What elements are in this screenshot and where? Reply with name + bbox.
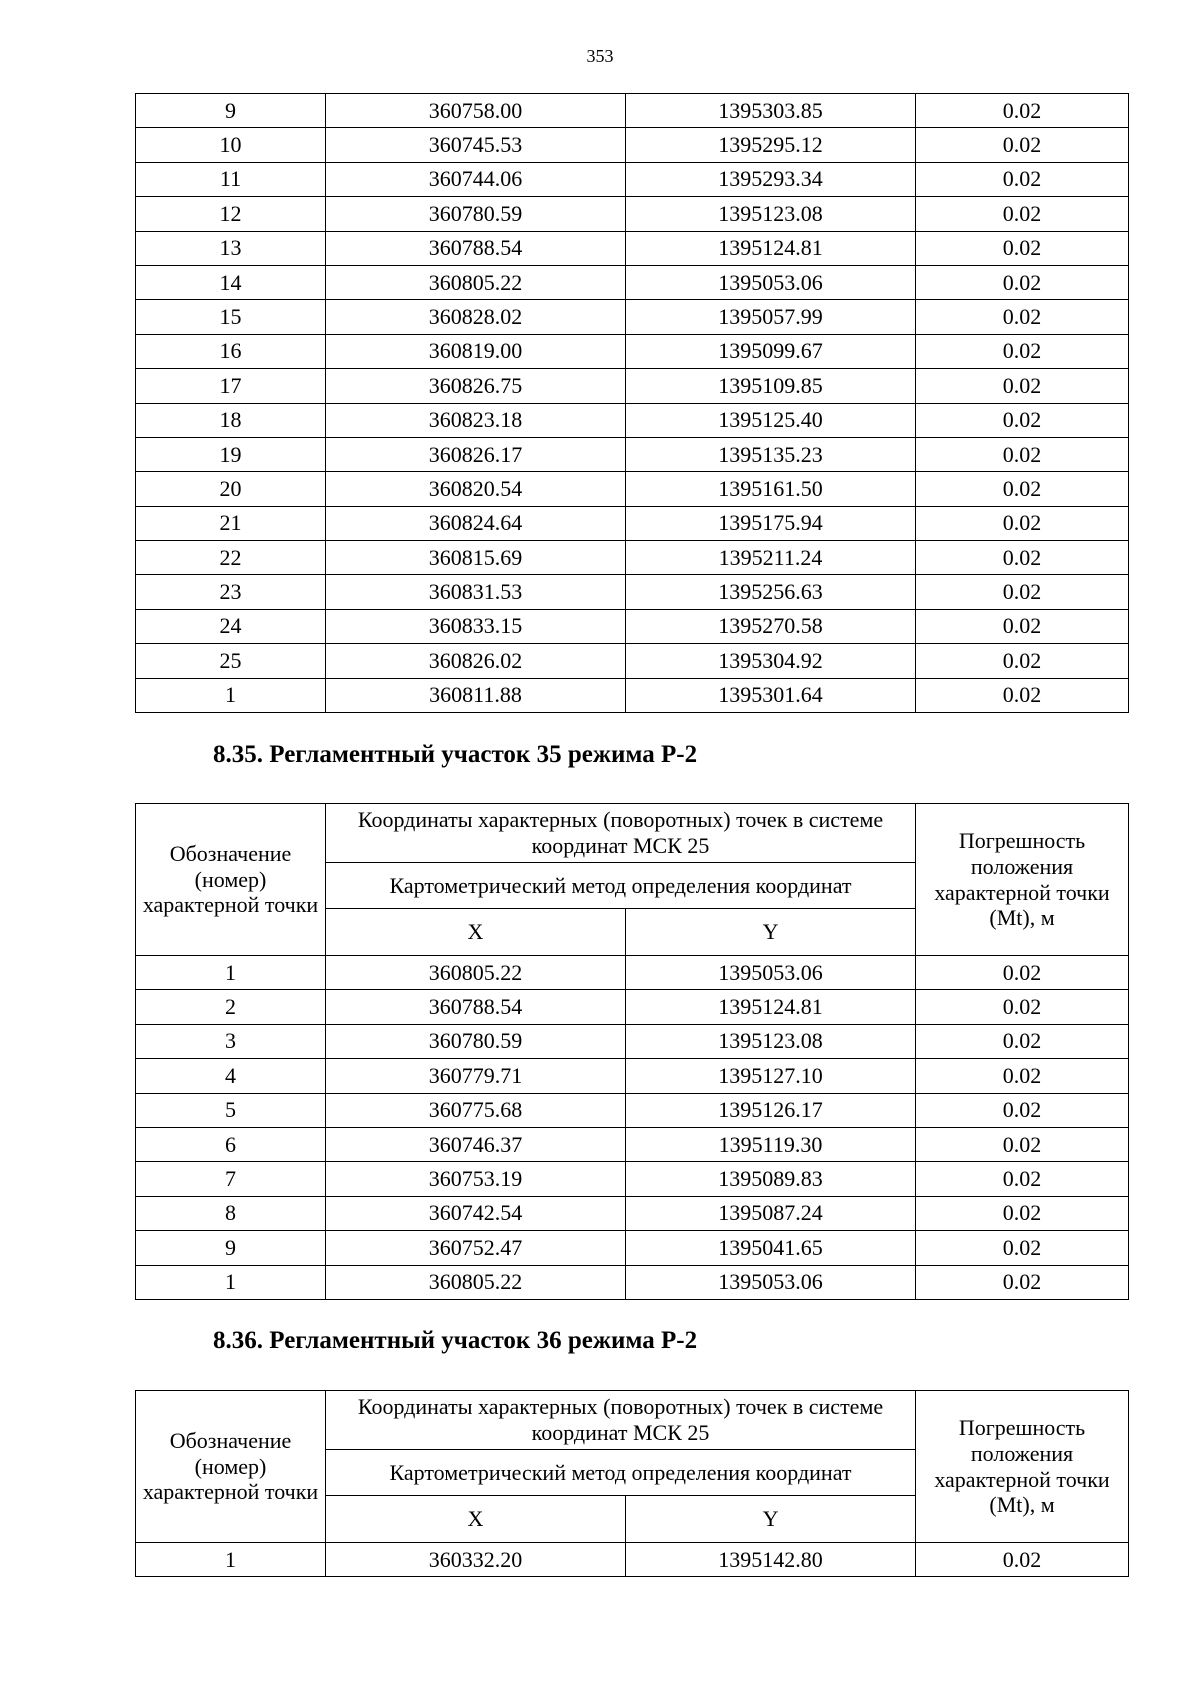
point-number-cell: 12 [136, 197, 326, 231]
point-number-cell: 1 [136, 1543, 326, 1577]
x-coordinate-cell: 360826.75 [326, 369, 626, 403]
error-cell: 0.02 [916, 1196, 1129, 1230]
point-number-cell: 1 [136, 678, 326, 712]
error-cell: 0.02 [916, 472, 1129, 506]
point-number-cell: 13 [136, 231, 326, 265]
coordinates-table-continued [135, 93, 1129, 713]
error-cell: 0.02 [916, 403, 1129, 437]
y-coordinate-cell: 1395087.24 [626, 1196, 916, 1230]
y-coordinate-cell: 1395256.63 [626, 575, 916, 609]
y-coordinate-cell: 1395142.80 [626, 1543, 916, 1577]
table-row [136, 1093, 1129, 1127]
y-coordinate-cell: 1395053.06 [626, 265, 916, 299]
error-cell: 0.02 [916, 1543, 1129, 1577]
header-method: Картометрический метод определения координат [326, 863, 916, 909]
point-number-cell: 2 [136, 990, 326, 1024]
x-coordinate-cell: 360824.64 [326, 506, 626, 540]
y-coordinate-cell: 1395124.81 [626, 990, 916, 1024]
error-cell: 0.02 [916, 94, 1129, 128]
table-row [136, 265, 1129, 299]
y-coordinate-cell: 1395099.67 [626, 334, 916, 368]
error-cell: 0.02 [916, 506, 1129, 540]
point-number-cell: 4 [136, 1059, 326, 1093]
error-cell: 0.02 [916, 678, 1129, 712]
point-number-cell: 14 [136, 265, 326, 299]
error-cell: 0.02 [916, 334, 1129, 368]
table-row [136, 990, 1129, 1024]
header-x: X [326, 1496, 626, 1543]
y-coordinate-cell: 1395270.58 [626, 609, 916, 643]
point-number-cell: 10 [136, 128, 326, 162]
header-method: Картометрический метод определения координат [326, 1450, 916, 1496]
error-cell: 0.02 [916, 128, 1129, 162]
error-cell: 0.02 [916, 541, 1129, 575]
point-number-cell: 15 [136, 300, 326, 334]
point-number-cell: 23 [136, 575, 326, 609]
y-coordinate-cell: 1395124.81 [626, 231, 916, 265]
table-row [136, 956, 1129, 990]
x-coordinate-cell: 360823.18 [326, 403, 626, 437]
error-cell: 0.02 [916, 1231, 1129, 1265]
y-coordinate-cell: 1395293.34 [626, 162, 916, 196]
error-cell: 0.02 [916, 956, 1129, 990]
y-coordinate-cell: 1395125.40 [626, 403, 916, 437]
header-error: Погрешность положения характерной точки (Mt), м [916, 804, 1129, 956]
y-coordinate-cell: 1395123.08 [626, 197, 916, 231]
y-coordinate-cell: 1395109.85 [626, 369, 916, 403]
point-number-cell: 24 [136, 609, 326, 643]
y-coordinate-cell: 1395041.65 [626, 1231, 916, 1265]
error-cell: 0.02 [916, 990, 1129, 1024]
x-coordinate-cell: 360805.22 [326, 265, 626, 299]
error-cell: 0.02 [916, 575, 1129, 609]
header-point: Обозначение (номер) характерной точки [136, 1391, 326, 1543]
y-coordinate-cell: 1395211.24 [626, 541, 916, 575]
error-cell: 0.02 [916, 369, 1129, 403]
x-coordinate-cell: 360805.22 [326, 1265, 626, 1299]
x-coordinate-cell: 360788.54 [326, 990, 626, 1024]
table-row [136, 162, 1129, 196]
y-coordinate-cell: 1395304.92 [626, 644, 916, 678]
table-row [136, 678, 1129, 712]
section-heading-36: 8.36. Регламентный участок 36 режима Р-2 [213, 1327, 698, 1354]
point-number-cell: 1 [136, 1265, 326, 1299]
table-row [136, 472, 1129, 506]
x-coordinate-cell: 360752.47 [326, 1231, 626, 1265]
table-row [136, 609, 1129, 643]
coordinates-table-35 [135, 803, 1129, 1300]
error-cell: 0.02 [916, 1059, 1129, 1093]
table-row [136, 231, 1129, 265]
point-number-cell: 5 [136, 1093, 326, 1127]
y-coordinate-cell: 1395126.17 [626, 1093, 916, 1127]
error-cell: 0.02 [916, 437, 1129, 471]
x-coordinate-cell: 360742.54 [326, 1196, 626, 1230]
table-row [136, 197, 1129, 231]
point-number-cell: 9 [136, 1231, 326, 1265]
x-coordinate-cell: 360819.00 [326, 334, 626, 368]
table-row [136, 541, 1129, 575]
x-coordinate-cell: 360780.59 [326, 197, 626, 231]
point-number-cell: 11 [136, 162, 326, 196]
header-x: X [326, 909, 626, 956]
x-coordinate-cell: 360332.20 [326, 1543, 626, 1577]
x-coordinate-cell: 360744.06 [326, 162, 626, 196]
point-number-cell: 18 [136, 403, 326, 437]
y-coordinate-cell: 1395057.99 [626, 300, 916, 334]
table-row [136, 437, 1129, 471]
table-row [136, 1162, 1129, 1196]
x-coordinate-cell: 360779.71 [326, 1059, 626, 1093]
header-y: Y [626, 1496, 916, 1543]
header-error: Погрешность положения характерной точки (Mt), м [916, 1391, 1129, 1543]
error-cell: 0.02 [916, 1265, 1129, 1299]
point-number-cell: 25 [136, 644, 326, 678]
header-coordinates: Координаты характерных (поворотных) точек в системе координат МСК 25 [326, 1391, 916, 1450]
section-heading-35: 8.35. Регламентный участок 35 режима Р-2 [213, 741, 698, 768]
y-coordinate-cell: 1395175.94 [626, 506, 916, 540]
table-row [136, 334, 1129, 368]
point-number-cell: 19 [136, 437, 326, 471]
x-coordinate-cell: 360828.02 [326, 300, 626, 334]
point-number-cell: 22 [136, 541, 326, 575]
error-cell: 0.02 [916, 1162, 1129, 1196]
error-cell: 0.02 [916, 609, 1129, 643]
table-row [136, 1265, 1129, 1299]
table-row [136, 369, 1129, 403]
error-cell: 0.02 [916, 265, 1129, 299]
point-number-cell: 17 [136, 369, 326, 403]
table-row [136, 1231, 1129, 1265]
page-number: 353 [586, 46, 614, 66]
y-coordinate-cell: 1395053.06 [626, 956, 916, 990]
table-row [136, 1196, 1129, 1230]
x-coordinate-cell: 360753.19 [326, 1162, 626, 1196]
coordinates-table-36 [135, 1390, 1129, 1577]
point-number-cell: 16 [136, 334, 326, 368]
x-coordinate-cell: 360745.53 [326, 128, 626, 162]
y-coordinate-cell: 1395089.83 [626, 1162, 916, 1196]
table-row [136, 575, 1129, 609]
error-cell: 0.02 [916, 1093, 1129, 1127]
point-number-cell: 8 [136, 1196, 326, 1230]
x-coordinate-cell: 360831.53 [326, 575, 626, 609]
table-row [136, 128, 1129, 162]
header-point: Обозначение (номер) характерной точки [136, 804, 326, 956]
x-coordinate-cell: 360746.37 [326, 1127, 626, 1161]
x-coordinate-cell: 360826.02 [326, 644, 626, 678]
error-cell: 0.02 [916, 1024, 1129, 1058]
x-coordinate-cell: 360815.69 [326, 541, 626, 575]
table-row [136, 506, 1129, 540]
y-coordinate-cell: 1395135.23 [626, 437, 916, 471]
header-coordinates: Координаты характерных (поворотных) точек в системе координат МСК 25 [326, 804, 916, 863]
point-number-cell: 3 [136, 1024, 326, 1058]
y-coordinate-cell: 1395119.30 [626, 1127, 916, 1161]
table-row [136, 403, 1129, 437]
x-coordinate-cell: 360833.15 [326, 609, 626, 643]
y-coordinate-cell: 1395123.08 [626, 1024, 916, 1058]
point-number-cell: 9 [136, 94, 326, 128]
x-coordinate-cell: 360805.22 [326, 956, 626, 990]
point-number-cell: 6 [136, 1127, 326, 1161]
x-coordinate-cell: 360820.54 [326, 472, 626, 506]
point-number-cell: 21 [136, 506, 326, 540]
y-coordinate-cell: 1395053.06 [626, 1265, 916, 1299]
x-coordinate-cell: 360826.17 [326, 437, 626, 471]
point-number-cell: 7 [136, 1162, 326, 1196]
y-coordinate-cell: 1395295.12 [626, 128, 916, 162]
x-coordinate-cell: 360775.68 [326, 1093, 626, 1127]
y-coordinate-cell: 1395301.64 [626, 678, 916, 712]
table-row [136, 1543, 1129, 1577]
x-coordinate-cell: 360788.54 [326, 231, 626, 265]
y-coordinate-cell: 1395127.10 [626, 1059, 916, 1093]
table-row [136, 300, 1129, 334]
y-coordinate-cell: 1395161.50 [626, 472, 916, 506]
table-row [136, 1127, 1129, 1161]
x-coordinate-cell: 360758.00 [326, 94, 626, 128]
point-number-cell: 20 [136, 472, 326, 506]
table-row [136, 644, 1129, 678]
error-cell: 0.02 [916, 644, 1129, 678]
error-cell: 0.02 [916, 300, 1129, 334]
y-coordinate-cell: 1395303.85 [626, 94, 916, 128]
point-number-cell: 1 [136, 956, 326, 990]
table-row [136, 1024, 1129, 1058]
x-coordinate-cell: 360811.88 [326, 678, 626, 712]
error-cell: 0.02 [916, 197, 1129, 231]
x-coordinate-cell: 360780.59 [326, 1024, 626, 1058]
error-cell: 0.02 [916, 162, 1129, 196]
header-y: Y [626, 909, 916, 956]
table-row [136, 94, 1129, 128]
error-cell: 0.02 [916, 231, 1129, 265]
error-cell: 0.02 [916, 1127, 1129, 1161]
table-row [136, 1059, 1129, 1093]
